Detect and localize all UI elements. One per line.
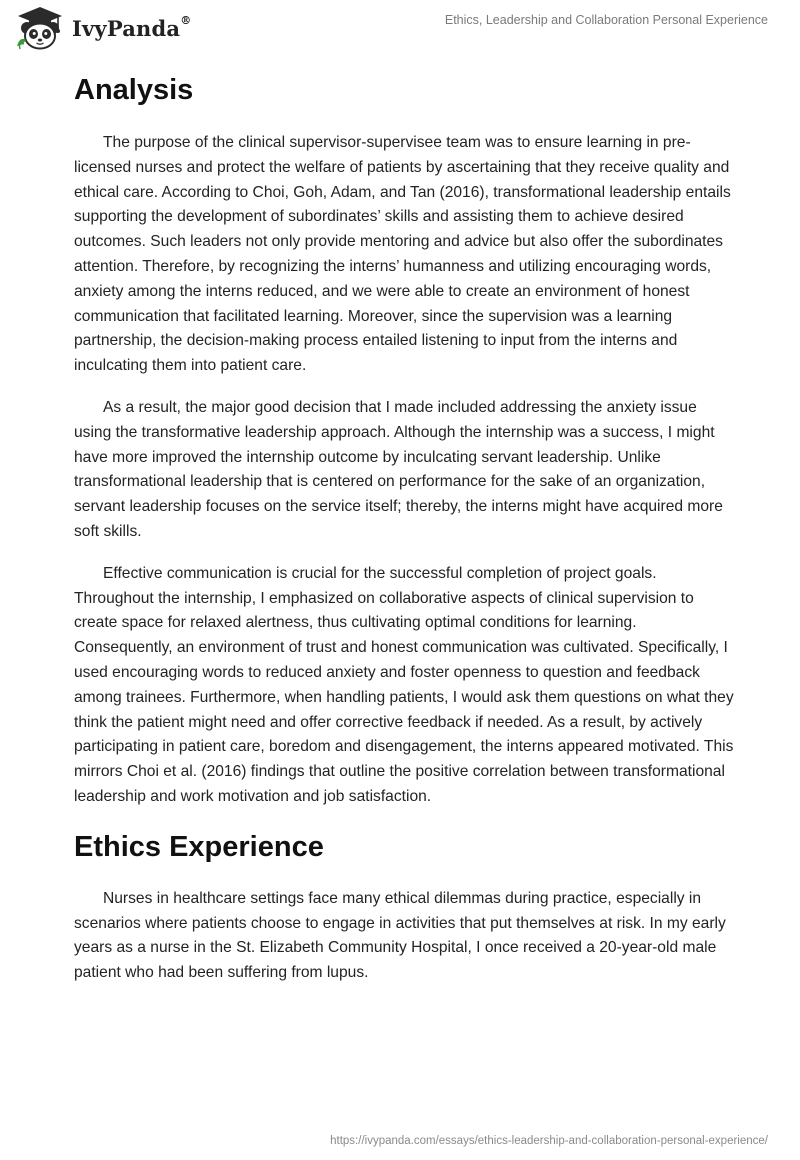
paragraph: The purpose of the clinical supervisor-supervisee team was to ensure learning in pre-licensed nurses and protect the welfare of patients by ascertaining that they receive quality and ethical care. According to Choi, Goh, Adam, and Tan (2016), transformational leadership entails supporting the development of subordinates’ skills and assisting them to achieve desired outcomes. Such leaders not only provide mentoring and advice but also offer the subordinates attention. Therefore, by recognizing the interns’ humanness and utilizing encouraging words, anxiety among the interns reduced, and we were able to create an environment of honest communication that facilitated learning. Moreover, since the supervision was a learning partnership, the decision-making process entailed listening to input from the interns and inculcating them into patient care. <box>74 134 731 375</box>
source-url[interactable]: https://ivypanda.com/essays/ethics-leadership-and-collaboration-personal-experience/ <box>330 1135 768 1147</box>
paragraph: Effective communication is crucial for the successful completion of project goals. Throughout the internship, I emphasized on collaborative aspects of clinical supervision to create space for relaxed alertness, thus cultivating optimal conditions for learning. Consequently, an environment of trust and honest communication was cultivated. Specifically, I used encouraging words to reduced anxiety and foster openness to question and feedback among trainees. Furthermore, when handling patients, I would ask them questions on what they think the patient might need and offer corrective feedback if needed. As a result, by actively participating in patient care, boredom and disengagement, the interns appeared motivated. This mirrors Choi et al. (2016) findings that outline the positive correlation between transformational leadership and work motivation and job satisfaction. <box>74 564 734 805</box>
section-heading-ethics-experience: Ethics Experience <box>74 830 324 863</box>
ivypanda-logo[interactable] <box>14 6 191 50</box>
page-header <box>0 0 800 60</box>
logo-name: IvyPanda <box>72 15 181 41</box>
paragraph: As a result, the major good decision that I made included addressing the anxiety issue using the transformative leadership approach. Although the internship was a success, I might have more improved the internship outcome by inculcating servant leadership. Unlike transformational leadership that is centered on performance for the sake of an organization, servant leadership focuses on the service itself; thereby, the interns might have acquired more soft skills. <box>74 398 723 540</box>
logo-wordmark <box>72 13 192 41</box>
paragraph: Nurses in healthcare settings face many ethical dilemmas during practice, especially in scenarios where patients choose to engage in activities that put themselves at risk. In my early years as a nurse in the St. Elizabeth Community Hospital, I once received a 20-year-old male patient who had been suffering from lupus. <box>74 889 726 982</box>
document-title: Ethics, Leadership and Collaboration Personal Experience <box>444 13 768 27</box>
registered-mark: ® <box>180 13 192 27</box>
section-heading-analysis: Analysis <box>74 74 194 106</box>
essay-content <box>74 70 734 986</box>
panda-graduate-icon <box>14 6 66 50</box>
